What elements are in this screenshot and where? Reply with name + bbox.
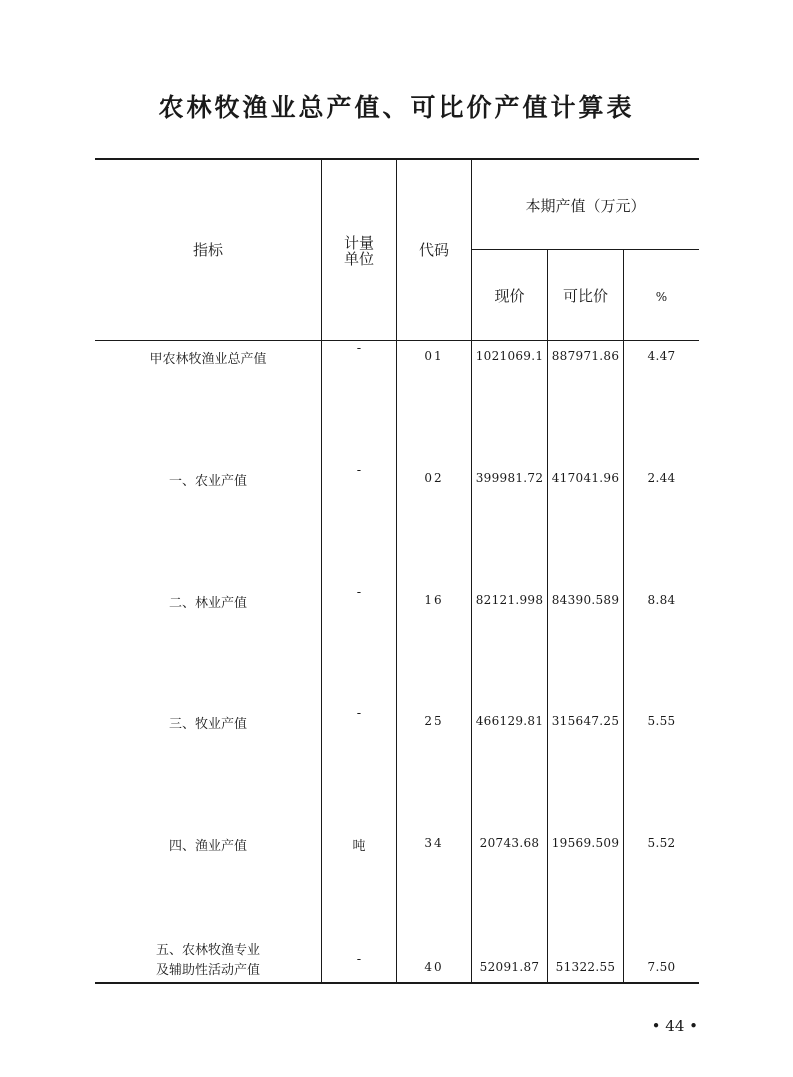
row-label: 五、农林牧渔专业 xyxy=(155,943,260,958)
row-code: 40 xyxy=(424,960,444,974)
row-code: 02 xyxy=(424,471,444,485)
row-comparable-price: 315647.25 xyxy=(551,714,620,728)
header-percent: % xyxy=(655,290,668,304)
row-current-price: 399981.72 xyxy=(475,471,544,485)
row-comparable-price: 84390.589 xyxy=(551,593,620,607)
row-percent: 5.55 xyxy=(647,714,676,728)
row-comparable-price: 887971.86 xyxy=(551,349,620,363)
row-current-price: 466129.81 xyxy=(475,714,544,728)
row-current-price: 1021069.1 xyxy=(475,349,544,363)
row-comparable-price: 51322.55 xyxy=(555,960,616,974)
row-code: 01 xyxy=(424,349,444,363)
row-comparable-price: 19569.509 xyxy=(551,836,620,850)
row-percent: 7.50 xyxy=(647,960,676,974)
header-output-group: 本期产值（万元） xyxy=(525,197,646,215)
row-code: 16 xyxy=(424,593,444,607)
row-code: 25 xyxy=(424,714,444,728)
table-bottom-rule xyxy=(95,982,699,984)
row-label: 甲农林牧渔业总产值 xyxy=(149,352,267,367)
column-divider xyxy=(321,159,322,983)
row-code: 34 xyxy=(424,836,444,850)
group-header-rule xyxy=(472,249,699,250)
column-divider xyxy=(471,159,472,983)
header-unit-line1: 计量 xyxy=(343,234,374,252)
row-percent: 2.44 xyxy=(647,471,676,485)
header-code: 代码 xyxy=(418,241,449,259)
row-unit: - xyxy=(356,463,362,478)
row-current-price: 20743.68 xyxy=(479,836,540,850)
header-current-price: 现价 xyxy=(494,287,525,305)
row-comparable-price: 417041.96 xyxy=(551,471,620,485)
row-label: 四、渔业产值 xyxy=(168,839,247,854)
row-percent: 5.52 xyxy=(647,836,676,850)
row-percent: 4.47 xyxy=(647,349,676,363)
row-percent: 8.84 xyxy=(647,593,676,607)
column-divider xyxy=(396,159,397,983)
row-unit: 吨 xyxy=(352,839,366,854)
header-comparable-price: 可比价 xyxy=(562,287,608,305)
table-top-rule xyxy=(95,158,699,160)
header-bottom-rule xyxy=(95,340,699,341)
row-unit: - xyxy=(356,585,362,600)
row-label: 三、牧业产值 xyxy=(168,717,247,732)
row-unit: - xyxy=(356,706,362,721)
header-indicator: 指标 xyxy=(192,241,223,259)
row-current-price: 52091.87 xyxy=(479,960,540,974)
page-title: 农林牧渔业总产值、可比价产值计算表 xyxy=(158,93,635,122)
row-unit: - xyxy=(356,341,362,356)
row-label: 二、林业产值 xyxy=(168,596,247,611)
row-label-line2: 及辅助性活动产值 xyxy=(155,963,260,978)
header-unit-line2: 单位 xyxy=(343,250,374,268)
row-unit: - xyxy=(356,952,362,967)
row-label: 一、农业产值 xyxy=(168,474,247,489)
row-current-price: 82121.998 xyxy=(475,593,544,607)
page-number: • 44 • xyxy=(651,1017,698,1035)
